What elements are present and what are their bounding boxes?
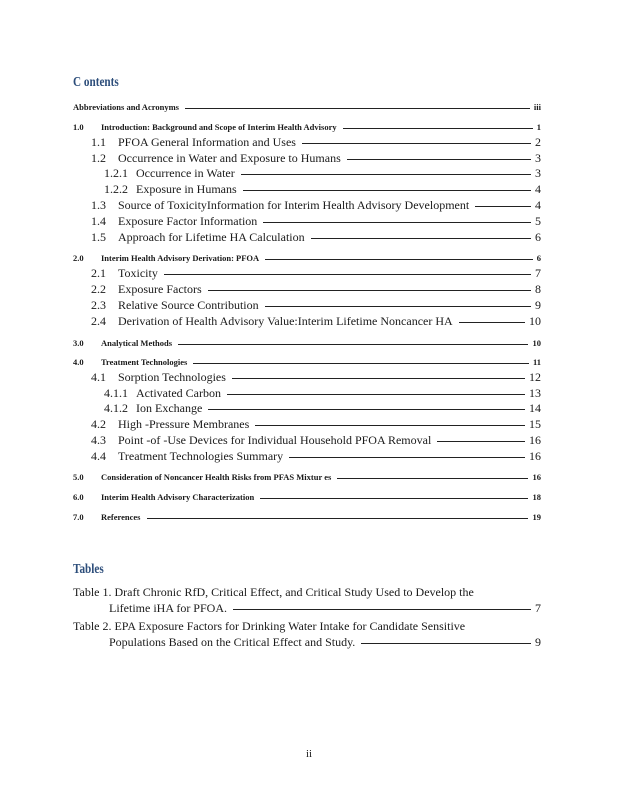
toc-page-number: 4 xyxy=(535,182,541,196)
toc-row[interactable] xyxy=(73,470,541,484)
toc-leader-line xyxy=(241,174,531,175)
contents-heading: C ontents xyxy=(73,75,119,90)
toc-entry-title: Introduction: Background and Scope of Interim Health Advisory xyxy=(101,122,337,132)
toc-entry-title: Approach for Lifetime HA Calculation xyxy=(118,230,305,244)
toc-entry-title: Derivation of Health Advisory Value:Interim Lifetime Noncancer HA xyxy=(118,314,453,328)
toc-leader-line xyxy=(164,274,531,275)
toc-leader-line xyxy=(265,306,531,307)
toc-row[interactable] xyxy=(73,135,541,149)
toc-leader-line xyxy=(232,378,525,379)
toc-entry-title: Exposure in Humans xyxy=(136,182,237,196)
toc-leader-line xyxy=(185,108,530,109)
toc-entry-title: Treatment Technologies xyxy=(101,357,188,367)
toc-leader-line xyxy=(208,409,525,410)
toc-page-number: 15 xyxy=(529,417,541,431)
table-caption-continuation xyxy=(73,600,541,616)
toc-section-number: 1.3 xyxy=(91,198,106,212)
toc-entry-title: High -Pressure Membranes xyxy=(118,417,250,431)
toc-page-number: 16 xyxy=(532,472,541,482)
toc-entry-title: Consideration of Noncancer Health Risks from PFAS Mixtur es xyxy=(101,472,332,482)
toc-leader-line xyxy=(227,394,525,395)
toc-entry-title: Analytical Methods xyxy=(101,338,173,348)
toc-row[interactable] xyxy=(73,198,541,212)
toc-section-number: 4.0 xyxy=(73,357,84,367)
toc-page-number: 5 xyxy=(535,214,541,228)
toc-row[interactable] xyxy=(73,151,541,165)
toc-page-number: 6 xyxy=(536,253,541,263)
toc-page-number: 7 xyxy=(535,266,541,280)
tables-heading: Tables xyxy=(73,562,104,577)
toc-leader-line xyxy=(208,290,531,291)
toc-page-number: 3 xyxy=(535,166,541,180)
toc-leader-line xyxy=(178,344,528,345)
toc-section-number: 2.4 xyxy=(91,314,106,328)
table-caption-continuation xyxy=(73,634,541,650)
toc-row[interactable] xyxy=(73,266,541,280)
toc-section-number: 2.2 xyxy=(91,282,106,296)
toc-row[interactable] xyxy=(73,336,541,350)
toc-row[interactable] xyxy=(73,370,541,384)
toc-leader-line xyxy=(147,518,529,519)
toc-row[interactable] xyxy=(73,433,541,447)
toc-page-number: 2 xyxy=(535,135,541,149)
toc-section-number: 1.4 xyxy=(91,214,106,228)
toc-leader-line xyxy=(437,441,525,442)
toc-row[interactable] xyxy=(73,417,541,431)
toc-entry-title: Treatment Technologies Summary xyxy=(118,449,284,463)
table-caption-line: Table 2. EPA Exposure Factors for Drinking Water Intake for Candidate Sensitive xyxy=(73,619,466,633)
toc-entry-title: Interim Health Advisory Derivation: PFOA xyxy=(101,253,260,263)
toc-page-number: 8 xyxy=(535,282,541,296)
toc-entry-title: Source of ToxicityInformation for Interim Health Advisory Development xyxy=(118,198,470,212)
toc-leader-line xyxy=(263,222,531,223)
toc-page-number: 6 xyxy=(535,230,541,244)
toc-section-number: 7.0 xyxy=(73,512,84,522)
toc-entry-title: Interim Health Advisory Characterization xyxy=(101,492,255,502)
toc-row[interactable] xyxy=(73,120,541,134)
toc-entry-title: Abbreviations and Acronyms xyxy=(73,102,179,112)
toc-entry-title: Toxicity xyxy=(118,266,158,280)
table-list-entry[interactable] xyxy=(73,618,541,650)
toc-row[interactable] xyxy=(73,449,541,463)
toc-entry-title: Sorption Technologies xyxy=(118,370,226,384)
toc-section-number: 4.1 xyxy=(91,370,106,384)
toc-section-number: 1.0 xyxy=(73,122,84,132)
toc-section-number: 1.2 xyxy=(91,151,106,165)
toc-section-number: 4.3 xyxy=(91,433,106,447)
toc-section-number: 6.0 xyxy=(73,492,84,502)
toc-page-number: 18 xyxy=(532,492,541,502)
toc-section-number: 1.2.2 xyxy=(104,182,128,196)
toc-row[interactable] xyxy=(73,386,541,400)
toc-page-number: 4 xyxy=(535,198,541,212)
toc-row[interactable] xyxy=(73,166,541,180)
toc-row[interactable] xyxy=(73,251,541,265)
toc-row[interactable] xyxy=(73,298,541,312)
toc-page-number: 11 xyxy=(532,357,541,367)
toc-page-number: 3 xyxy=(535,151,541,165)
toc-entry-title: Relative Source Contribution xyxy=(118,298,259,312)
toc-section-number: 1.2.1 xyxy=(104,166,128,180)
toc-leader-line xyxy=(343,128,533,129)
table-leader-line xyxy=(361,643,531,644)
toc-page-number: 16 xyxy=(529,449,541,463)
toc-leader-line xyxy=(302,143,531,144)
table-caption-text: Populations Based on the Critical Effect and Study. xyxy=(109,635,356,649)
toc-leader-line xyxy=(311,238,531,239)
toc-row[interactable] xyxy=(73,230,541,244)
toc-leader-line xyxy=(193,363,529,364)
toc-section-number: 4.1.1 xyxy=(104,386,128,400)
toc-leader-line xyxy=(475,206,531,207)
toc-leader-line xyxy=(255,425,525,426)
toc-leader-line xyxy=(289,457,525,458)
toc-page-number: 9 xyxy=(535,298,541,312)
toc-leader-line xyxy=(243,190,531,191)
toc-section-number: 1.5 xyxy=(91,230,106,244)
toc-entry-title: Ion Exchange xyxy=(136,401,203,415)
toc-entry-title: Occurrence in Water and Exposure to Humans xyxy=(118,151,341,165)
toc-section-number: 3.0 xyxy=(73,338,84,348)
toc-entry-title: Exposure Factors xyxy=(118,282,202,296)
toc-page-number: 13 xyxy=(529,386,541,400)
toc-entry-title: Occurrence in Water xyxy=(136,166,235,180)
toc-entry-title: References xyxy=(101,512,141,522)
toc-row[interactable] xyxy=(73,214,541,228)
toc-row[interactable] xyxy=(73,100,541,114)
toc-section-number: 2.1 xyxy=(91,266,106,280)
toc-row[interactable] xyxy=(73,314,541,328)
toc-entry-title: Exposure Factor Information xyxy=(118,214,258,228)
toc-section-number: 2.3 xyxy=(91,298,106,312)
toc-leader-line xyxy=(347,159,531,160)
table-caption-text: Lifetime iHA for PFOA. xyxy=(109,601,227,615)
toc-leader-line xyxy=(337,478,528,479)
toc-page-number: 19 xyxy=(532,512,541,522)
table-list-entry[interactable] xyxy=(73,584,541,616)
toc-row[interactable] xyxy=(73,510,541,524)
toc-section-number: 2.0 xyxy=(73,253,84,263)
toc-page-number: iii xyxy=(533,102,541,112)
toc-section-number: 5.0 xyxy=(73,472,84,482)
toc-entry-title: Activated Carbon xyxy=(136,386,221,400)
toc-page-number: 10 xyxy=(532,338,541,348)
toc-leader-line xyxy=(260,498,528,499)
toc-page-number: 10 xyxy=(529,314,541,328)
toc-row[interactable] xyxy=(73,182,541,196)
toc-section-number: 1.1 xyxy=(91,135,106,149)
table-page-number: 9 xyxy=(535,635,541,649)
page-number: ii xyxy=(305,748,313,760)
toc-leader-line xyxy=(265,259,533,260)
toc-leader-line xyxy=(459,322,525,323)
toc-section-number: 4.2 xyxy=(91,417,106,431)
table-page-number: 7 xyxy=(535,601,541,615)
toc-entry-title: Point -of -Use Devices for Individual Household PFOA Removal xyxy=(118,433,432,447)
toc-row[interactable] xyxy=(73,401,541,415)
toc-entry-title: PFOA General Information and Uses xyxy=(118,135,296,149)
toc-page-number: 16 xyxy=(529,433,541,447)
toc-page-number: 14 xyxy=(529,401,541,415)
toc-page-number: 12 xyxy=(529,370,541,384)
toc-page-number: 1 xyxy=(536,122,541,132)
toc-row[interactable] xyxy=(73,355,541,369)
toc-section-number: 4.1.2 xyxy=(104,401,128,415)
table-caption-line: Table 1. Draft Chronic RfD, Critical Effect, and Critical Study Used to Develop the xyxy=(73,585,474,599)
toc-row[interactable] xyxy=(73,490,541,504)
table-leader-line xyxy=(233,609,531,610)
toc-section-number: 4.4 xyxy=(91,449,106,463)
toc-row[interactable] xyxy=(73,282,541,296)
